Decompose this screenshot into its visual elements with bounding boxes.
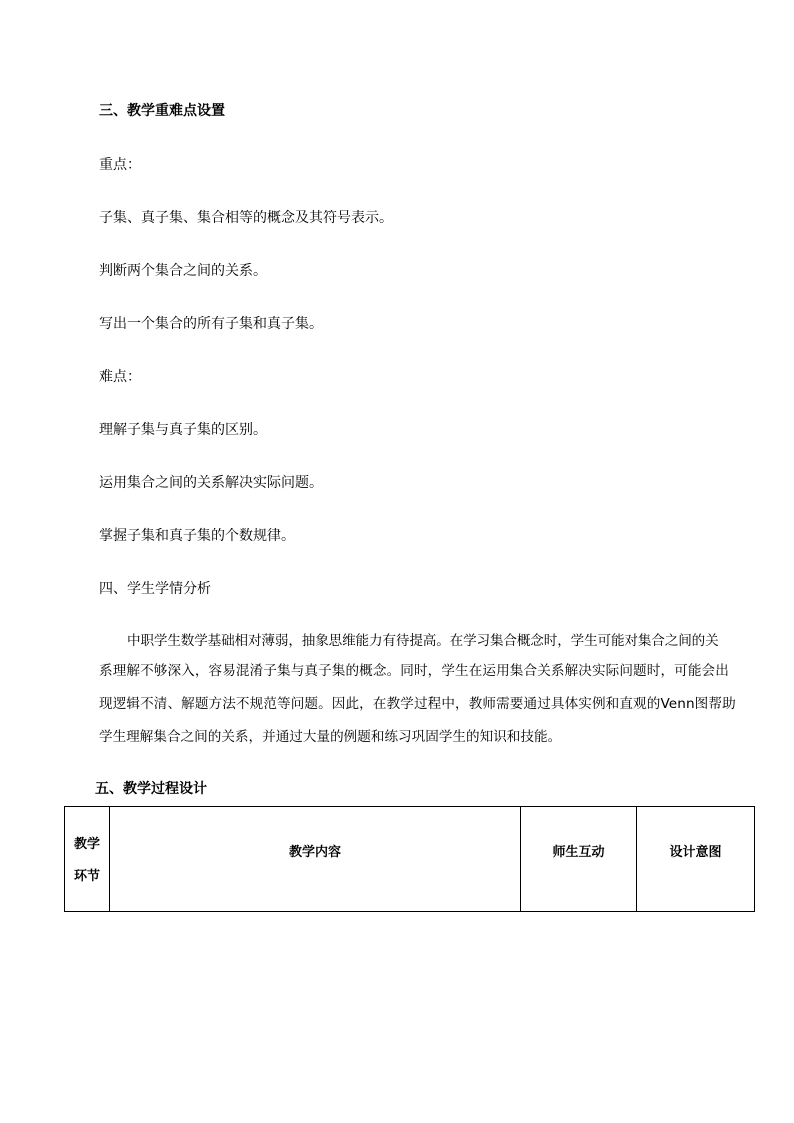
header-stage bbox=[65, 807, 110, 912]
difficulty-item: 理解子集与真子集的区别。 bbox=[99, 422, 267, 438]
header-content: 教学内容 bbox=[110, 807, 521, 912]
section-3-title: 三、教学重难点设置 bbox=[99, 103, 225, 119]
table-header-row bbox=[65, 807, 755, 912]
header-interaction: 师生互动 bbox=[521, 807, 637, 912]
header-stage-line: 环节 bbox=[73, 869, 100, 884]
difficulty-item: 掌握子集和真子集的个数规律。 bbox=[99, 528, 295, 544]
difficulty-item: 运用集合之间的关系解决实际问题。 bbox=[99, 475, 323, 491]
analysis-line: 现逻辑不清、解题方法不规范等问题。因此，在教学过程中，教师需要通过具体实例和直观的Venn图帮助 bbox=[99, 696, 736, 712]
header-stage-line: 教学 bbox=[73, 837, 100, 852]
process-table bbox=[64, 806, 754, 912]
section-5-title: 五、教学过程设计 bbox=[95, 781, 207, 797]
key-point-item: 子集、真子集、集合相等的概念及其符号表示。 bbox=[99, 210, 393, 226]
analysis-line: 中职学生数学基础相对薄弱，抽象思维能力有待提高。在学习集合概念时，学生可能对集合之间的关 bbox=[127, 633, 719, 649]
difficulty-label: 难点： bbox=[99, 369, 141, 385]
key-points-label: 重点： bbox=[99, 157, 141, 173]
analysis-line: 系理解不够深入，容易混淆子集与真子集的概念。同时，学生在运用集合关系解决实际问题时，可能会出 bbox=[99, 663, 729, 679]
analysis-line: 学生理解集合之间的关系，并通过大量的例题和练习巩固学生的知识和技能。 bbox=[99, 729, 562, 745]
key-point-item: 写出一个集合的所有子集和真子集。 bbox=[99, 316, 323, 332]
section-4-title: 四、学生学情分析 bbox=[99, 581, 211, 597]
key-point-item: 判断两个集合之间的关系。 bbox=[99, 263, 267, 279]
header-intent: 设计意图 bbox=[637, 807, 755, 912]
